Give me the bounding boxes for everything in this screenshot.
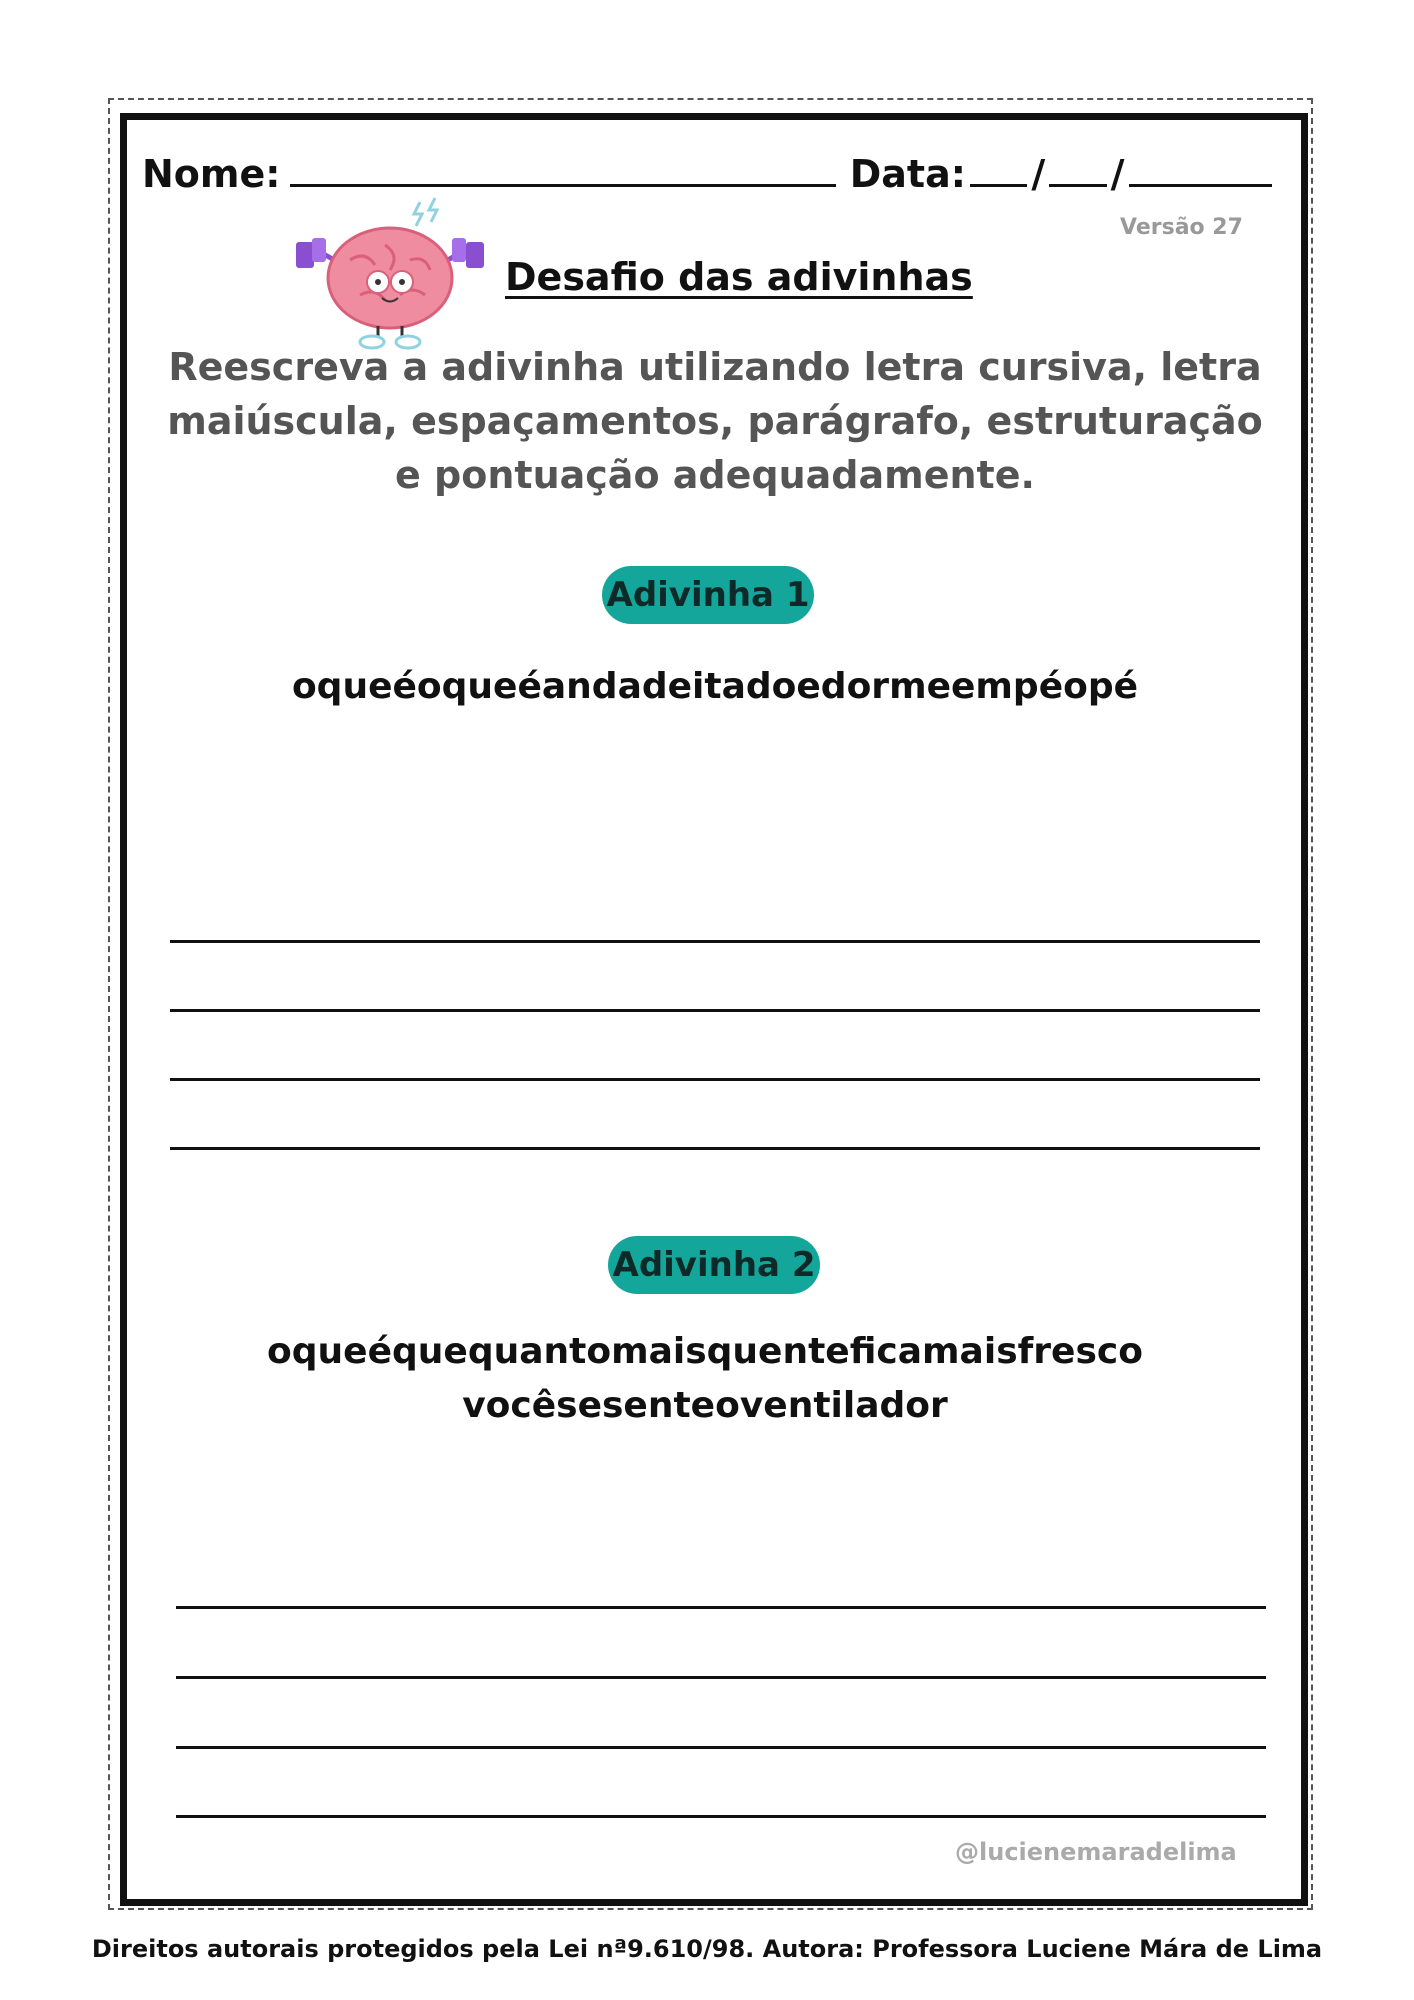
writing-line[interactable] — [170, 1147, 1260, 1150]
worksheet-title: Desafio das adivinhas — [505, 255, 973, 299]
date-year-blank[interactable] — [1129, 148, 1272, 187]
date-separator: / — [1110, 152, 1125, 196]
writing-line[interactable] — [176, 1606, 1266, 1609]
riddle-1-text — [160, 660, 1270, 714]
instructions-text: Reescreva a adivinha utilizando letra cursiva, letra maiúscula, espaçamentos, parágrafo, estruturação e pontuação adequadamente. — [167, 345, 1263, 497]
version-label: Versão 27 — [1120, 215, 1243, 240]
riddle-2-line: oqueéquequantomaisquenteficamaisfresco — [267, 1331, 1143, 1372]
writing-line[interactable] — [170, 1078, 1260, 1081]
writing-line[interactable] — [176, 1815, 1266, 1818]
writing-line[interactable] — [176, 1746, 1266, 1749]
riddle-2-line: vocêsesenteoventilador — [462, 1385, 948, 1426]
riddle-2-label: Adivinha 2 — [608, 1236, 820, 1294]
date-separator: / — [1031, 152, 1046, 196]
writing-line[interactable] — [170, 1009, 1260, 1012]
date-label: Data: — [849, 152, 966, 196]
writing-line[interactable] — [176, 1676, 1266, 1679]
author-watermark: @lucienemaradelima — [955, 1838, 1237, 1866]
date-day-blank[interactable] — [970, 148, 1027, 187]
riddle-1-line: oqueéoqueéandadeitadoedormeempéopé — [291, 666, 1139, 707]
riddle-2-text — [120, 1325, 1290, 1433]
name-blank-line[interactable] — [290, 148, 835, 187]
copyright-footer: Direitos autorais protegidos pela Lei nª9.610/98. Autora: Professora Luciene Mára de Lima — [91, 1935, 1323, 1963]
riddle-1-label: Adivinha 1 — [602, 566, 814, 624]
brain-lifting-weights-icon — [290, 190, 490, 350]
name-label: Nome: — [142, 152, 281, 196]
date-month-blank[interactable] — [1049, 148, 1106, 187]
writing-line[interactable] — [170, 940, 1260, 943]
